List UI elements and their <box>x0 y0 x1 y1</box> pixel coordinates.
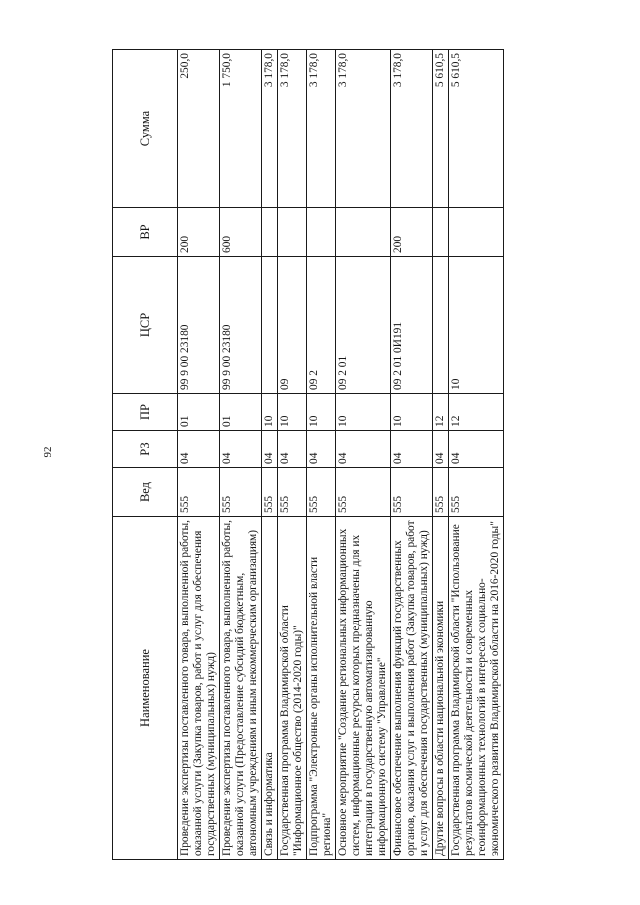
cell-ved: 555 <box>433 468 449 517</box>
cell-csr: 09 2 01 0И191 <box>391 257 433 394</box>
cell-name: Другие вопросы в области национальной экономики <box>433 517 449 860</box>
cell-sum: 3 178,0 <box>336 50 391 208</box>
cell-sum: 5 610,5 <box>449 50 504 208</box>
cell-rz: 04 <box>433 431 449 468</box>
table-row <box>178 50 220 860</box>
table-row <box>220 50 262 860</box>
header-sum: Сумма <box>113 50 178 208</box>
header-rz: РЗ <box>113 431 178 468</box>
cell-sum: 3 178,0 <box>391 50 433 208</box>
cell-pr: 10 <box>307 394 336 431</box>
cell-ved: 555 <box>178 468 220 517</box>
cell-rz: 04 <box>391 431 433 468</box>
cell-csr: 09 2 <box>307 257 336 394</box>
cell-ved: 555 <box>262 468 278 517</box>
cell-name: Связь и информатика <box>262 517 278 860</box>
cell-sum: 1 750,0 <box>220 50 262 208</box>
budget-table <box>112 49 504 860</box>
cell-pr: 10 <box>391 394 433 431</box>
cell-csr <box>433 257 449 394</box>
cell-vr <box>336 208 391 257</box>
table-row <box>391 50 433 860</box>
cell-rz: 04 <box>220 431 262 468</box>
cell-vr <box>449 208 504 257</box>
cell-pr: 01 <box>178 394 220 431</box>
header-ved: Вед <box>113 468 178 517</box>
cell-csr: 99 9 00 23180 <box>220 257 262 394</box>
cell-vr: 200 <box>391 208 433 257</box>
table-row <box>433 50 449 860</box>
table-row <box>262 50 278 860</box>
cell-name: Подпрограмма "Электронные органы исполнительной власти региона" <box>307 517 336 860</box>
cell-pr: 10 <box>262 394 278 431</box>
cell-csr: 09 2 01 <box>336 257 391 394</box>
table-header-row <box>113 50 178 860</box>
cell-pr: 12 <box>449 394 504 431</box>
header-csr: ЦСР <box>113 257 178 394</box>
cell-name: Проведение экспертизы поставленного товара, выполненной работы, оказанной услуги (Предоставление субсидий бюджетным, автономным учреждениям и иным некоммерческим организациям) <box>220 517 262 860</box>
cell-rz: 04 <box>307 431 336 468</box>
cell-vr <box>262 208 278 257</box>
header-vr: ВР <box>113 208 178 257</box>
cell-name: Государственная программа Владимирской области "Информационное общество (2014-2020 годы)" <box>278 517 307 860</box>
cell-vr <box>278 208 307 257</box>
cell-sum: 3 178,0 <box>278 50 307 208</box>
cell-ved: 555 <box>391 468 433 517</box>
cell-csr: 99 9 00 23180 <box>178 257 220 394</box>
cell-name: Основное мероприятие "Создание региональных информационных систем, информационные ресурсы которых предназначены для их интеграции в государственную автоматизированную информационную систему "Управление" <box>336 517 391 860</box>
cell-name: Государственная программа Владимирской области "Использование результатов космической деятельности и современных геоинформационных технологий в интересах социально-экономического развития Владимирской области на 2016-2020 годы" <box>449 517 504 860</box>
cell-vr: 200 <box>178 208 220 257</box>
page-number: 92 <box>42 446 54 458</box>
cell-vr <box>307 208 336 257</box>
cell-pr: 12 <box>433 394 449 431</box>
cell-rz: 04 <box>336 431 391 468</box>
cell-rz: 04 <box>178 431 220 468</box>
cell-ved: 555 <box>307 468 336 517</box>
cell-rz: 04 <box>262 431 278 468</box>
header-name: Наименование <box>113 517 178 860</box>
cell-name: Проведение экспертизы поставленного товара, выполненной работы, оказанной услуги (Закупка товаров, работ и услуг для обеспечения государственных (муниципальных) нужд) <box>178 517 220 860</box>
cell-rz: 04 <box>449 431 504 468</box>
table-row <box>278 50 307 860</box>
cell-csr <box>262 257 278 394</box>
cell-csr: 09 <box>278 257 307 394</box>
cell-vr <box>433 208 449 257</box>
header-pr: ПР <box>113 394 178 431</box>
cell-rz: 04 <box>278 431 307 468</box>
cell-pr: 10 <box>336 394 391 431</box>
cell-sum: 3 178,0 <box>307 50 336 208</box>
cell-ved: 555 <box>220 468 262 517</box>
cell-name: Финансовое обеспечение выполнения функций государственных органов, оказания услуг и выполнения работ (Закупка товаров, работ и услуг для обеспечения государственных (муниципальных) нужд) <box>391 517 433 860</box>
cell-vr: 600 <box>220 208 262 257</box>
cell-sum: 5 610,5 <box>433 50 449 208</box>
budget-table-page <box>112 50 532 860</box>
cell-pr: 10 <box>278 394 307 431</box>
cell-sum: 3 178,0 <box>262 50 278 208</box>
cell-sum: 250,0 <box>178 50 220 208</box>
table-row <box>449 50 504 860</box>
table-row <box>336 50 391 860</box>
cell-csr: 10 <box>449 257 504 394</box>
cell-pr: 01 <box>220 394 262 431</box>
table-row <box>307 50 336 860</box>
cell-ved: 555 <box>449 468 504 517</box>
cell-ved: 555 <box>278 468 307 517</box>
cell-ved: 555 <box>336 468 391 517</box>
